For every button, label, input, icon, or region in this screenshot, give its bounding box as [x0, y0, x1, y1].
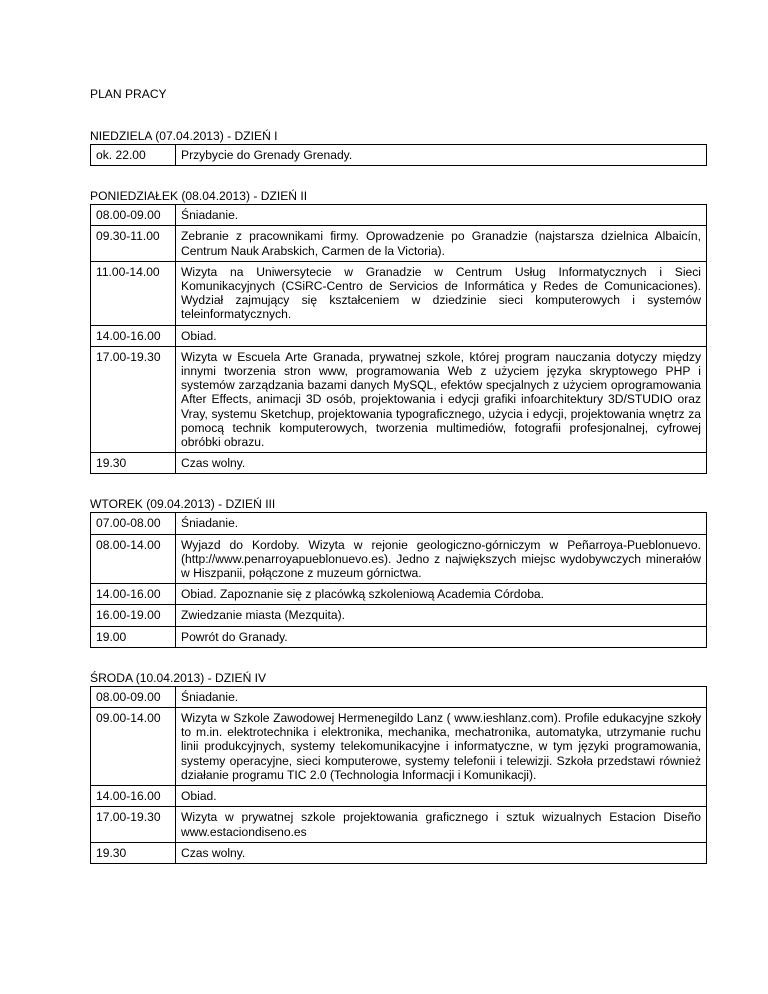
spacer	[90, 648, 707, 670]
table-row	[91, 453, 707, 474]
table-row	[91, 807, 707, 842]
description-cell: Wyjazd do Kordoby. Wizyta w rejonie geologiczno-górniczym w Peñarroya-Pueblonuevo. (http://www.penarroyapueblonuevo.es). Jedno z największych miejsc wydobywczych minerałów w Hiszpanii, połączone z muzeum górnictwa.	[176, 534, 707, 584]
description-cell: Śniadanie.	[176, 686, 707, 707]
time-cell: 14.00-16.00	[91, 325, 176, 346]
table-row	[91, 205, 707, 226]
day-heading: ŚRODA (10.04.2013) - DZIEŃ IV	[90, 670, 267, 685]
table-row	[91, 325, 707, 346]
spacer	[90, 166, 707, 188]
time-cell: 14.00-16.00	[91, 786, 176, 807]
description-cell: Czas wolny.	[176, 453, 707, 474]
time-cell: 07.00-08.00	[91, 513, 176, 534]
time-cell: 19.30	[91, 453, 176, 474]
schedule-table	[90, 204, 707, 474]
day-heading: WTOREK (09.04.2013) - DZIEŃ III	[90, 497, 276, 512]
document-title: PLAN PRACY	[90, 87, 167, 101]
time-cell: ok. 22.00	[91, 145, 176, 166]
day-section	[90, 128, 707, 166]
document-page	[90, 86, 707, 864]
description-cell: Wizyta w prywatnej szkole projektowania graficznego i sztuk wizualnych Estacion Diseño www.estaciondiseno.es	[176, 807, 707, 842]
table-row	[91, 626, 707, 647]
table-row	[91, 708, 707, 786]
table-row	[91, 534, 707, 584]
time-cell: 14.00-16.00	[91, 584, 176, 605]
time-cell: 17.00-19.30	[91, 807, 176, 842]
description-cell: Czas wolny.	[176, 842, 707, 863]
table-row	[91, 226, 707, 261]
day-section	[90, 496, 707, 647]
table-row	[91, 842, 707, 863]
time-cell: 19.00	[91, 626, 176, 647]
time-cell: 09.30-11.00	[91, 226, 176, 261]
schedule-table	[90, 144, 707, 166]
day-section	[90, 188, 707, 474]
description-cell: Zebranie z pracownikami firmy. Oprowadzenie po Granadzie (najstarsza dzielnica Albaicín, Centrum Nauk Arabskich, Carmen de la Victoria).	[176, 226, 707, 261]
table-row	[91, 261, 707, 325]
description-cell: Śniadanie.	[176, 205, 707, 226]
table-row	[91, 346, 707, 452]
description-cell: Śniadanie.	[176, 513, 707, 534]
description-cell: Obiad.	[176, 786, 707, 807]
schedule-table	[90, 512, 707, 647]
table-row	[91, 513, 707, 534]
day-heading: PONIEDZIAŁEK (08.04.2013) - DZIEŃ II	[90, 189, 308, 204]
time-cell: 11.00-14.00	[91, 261, 176, 325]
spacer	[90, 474, 707, 496]
table-row	[91, 786, 707, 807]
description-cell: Wizyta w Szkole Zawodowej Hermenegildo Lanz ( www.ieshlanz.com). Profile edukacyjne szkoły to m.in. elektrotechnika i elektronika, mechanika, mechatronika, automatyka, utrzymanie ruchu linii produkcyjnych, systemy telekomunikacyjne i informatyczne, w tym języki programowania, systemy operacyjne, sieci komputerowe, systemy telefonii i telewizji. Szkoła przedstawi również działanie programu TIC 2.0 (Technologia Informacji i Komunikacji).	[176, 708, 707, 786]
day-section	[90, 670, 707, 864]
table-row	[91, 686, 707, 707]
description-cell: Zwiedzanie miasta (Mezquita).	[176, 605, 707, 626]
description-cell: Obiad.	[176, 325, 707, 346]
table-row	[91, 584, 707, 605]
table-row	[91, 145, 707, 166]
description-cell: Obiad. Zapoznanie się z placówką szkoleniową Academia Córdoba.	[176, 584, 707, 605]
description-cell: Wizyta na Uniwersytecie w Granadzie w Centrum Usług Informatycznych i Sieci Komunikacyjnych (CSiRC-Centro de Servicios de Informática y Redes de Comunicaciones). Wydział zajmujący się kształceniem w dziedzinie sieci komputerowych i systemów teleinformatycznych.	[176, 261, 707, 325]
time-cell: 17.00-19.30	[91, 346, 176, 452]
description-cell: Wizyta w Escuela Arte Granada, prywatnej szkole, której program nauczania dotyczy między innymi tworzenia stron www, programowania Web z użyciem języka skryptowego PHP i systemów zarządzania bazami danych MySQL, efektów specjalnych z użyciem oprogramowania After Effects, animacji 3D osób, projektowania i edycji grafiki infoarchitektury 3D/STUDIO oraz Vray, systemu Sketchup, projektowania typograficznego, użycia i edycji, projektowania wnętrz za pomocą technik komputerowych, tworzenia multimediów, fotografii profesjonalnej, cyfrowej obróbki obrazu.	[176, 346, 707, 452]
schedule-table	[90, 686, 707, 864]
time-cell: 09.00-14.00	[91, 708, 176, 786]
description-cell: Powrót do Granady.	[176, 626, 707, 647]
description-cell: Przybycie do Grenady Grenady.	[176, 145, 707, 166]
time-cell: 19.30	[91, 842, 176, 863]
table-row	[91, 605, 707, 626]
time-cell: 08.00-14.00	[91, 534, 176, 584]
time-cell: 16.00-19.00	[91, 605, 176, 626]
time-cell: 08.00-09.00	[91, 205, 176, 226]
day-heading: NIEDZIELA (07.04.2013) - DZIEŃ I	[90, 129, 278, 143]
time-cell: 08.00-09.00	[91, 686, 176, 707]
spacer	[90, 102, 707, 128]
